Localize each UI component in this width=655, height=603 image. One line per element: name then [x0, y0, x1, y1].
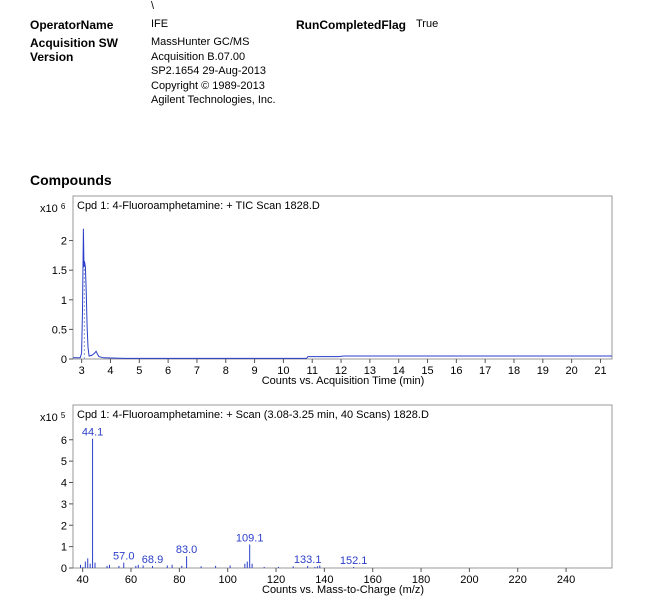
tic-x-tick-label: 14: [392, 365, 405, 377]
acq-info-line: Copyright © 1989-2013: [151, 79, 265, 92]
spectrum-x-tick-label: 220: [508, 574, 527, 586]
spectrum-x-tick-label: 160: [363, 574, 382, 586]
spectrum-peak-label: 57.0: [113, 550, 135, 563]
acquisition-version-label: Version: [30, 50, 74, 64]
acq-info-line: MassHunter GC/MS: [151, 36, 250, 48]
spectrum-y-tick-label: 3: [60, 498, 67, 511]
stray-mark: \: [151, 0, 155, 12]
tic-y-tick-label: 0.5: [51, 324, 67, 337]
spectrum-y-tick-label: 1: [60, 541, 67, 554]
tic-x-tick-label: 20: [565, 365, 578, 377]
spectrum-peak-label: 109.1: [235, 532, 264, 545]
spectrum-peak-label: 83.0: [175, 544, 198, 557]
tic-y-tick-label: 2: [60, 235, 67, 248]
tic-x-tick-label: 19: [536, 365, 549, 377]
compounds-heading: Compounds: [30, 172, 112, 188]
tic-plot-frame: [73, 196, 612, 359]
spectrum-peak-label: 133.1: [293, 553, 322, 566]
tic-exponent-base: x10: [40, 203, 58, 215]
spectrum-chart-title: Cpd 1: 4-Fluoroamphetamine: + Scan (3.08-3.25 min, 40 Scans) 1828.D: [77, 409, 429, 421]
spectrum-y-tick-label: 6: [60, 434, 67, 447]
spectrum-y-axis: [61, 435, 73, 575]
spectrum-peaks-group: [80, 439, 353, 568]
spectrum-peak-label: 152.1: [339, 554, 368, 567]
tic-y-tick-label: 0: [60, 354, 67, 366]
tic-x-tick-label: 21: [594, 365, 607, 377]
spectrum-y-tick-label: 0: [60, 563, 67, 575]
acq-info-line: SP2.1654 29-Aug-2013: [151, 65, 266, 77]
tic-x-tick-label: 5: [136, 365, 143, 377]
spectrum-x-tick-label: 140: [315, 574, 334, 586]
tic-x-tick-label: 8: [222, 365, 229, 377]
operator-name-label: OperatorName: [30, 18, 114, 32]
tic-series-line: [73, 229, 612, 359]
spectrum-x-axis-label: Counts vs. Mass-to-Charge (m/z): [262, 584, 424, 596]
tic-x-tick-label: 17: [479, 365, 492, 377]
tic-x-axis-label: Counts vs. Acquisition Time (min): [261, 375, 425, 387]
spectrum-x-tick-label: 180: [411, 574, 431, 586]
acq-info-line: Acquisition B.07.00: [151, 50, 246, 63]
spectrum-x-tick-label: 80: [173, 574, 186, 586]
tic-x-tick-label: 6: [165, 365, 172, 377]
tic-x-tick-label: 3: [78, 365, 85, 377]
run-completed-flag-value: True: [416, 18, 439, 30]
acquisition-sw-label: Acquisition SW: [30, 36, 118, 50]
spectrum-plot-frame: [73, 405, 612, 568]
tic-y-tick-label: 1.5: [51, 265, 67, 278]
tic-x-tick-label: 4: [107, 365, 114, 377]
tic-x-tick-label: 15: [421, 365, 434, 377]
tic-y-axis: [52, 236, 73, 366]
spectrum-y-tick-label: 4: [60, 477, 67, 490]
spectrum-y-tick-label: 5: [60, 456, 67, 469]
tic-x-tick-label: 10: [277, 365, 290, 377]
spectrum-x-tick-label: 60: [124, 574, 138, 586]
tic-chart: [0, 190, 655, 395]
spectrum-x-tick-label: 40: [76, 574, 89, 586]
spectrum-exponent-power: 5: [60, 411, 66, 420]
run-completed-flag-label: RunCompletedFlag: [296, 18, 406, 32]
spectrum-x-tick-label: 200: [460, 574, 479, 586]
acq-info-line: Agilent Technologies, Inc.: [151, 94, 276, 106]
tic-exponent-power: 6: [60, 202, 66, 211]
spectrum-y-tick-label: 2: [60, 520, 67, 533]
spectrum-exponent-base: x10: [40, 412, 58, 424]
spectrum-x-tick-label: 100: [218, 574, 237, 586]
tic-chart-title: Cpd 1: 4-Fluoroamphetamine: + TIC Scan 1828.D: [77, 200, 320, 212]
tic-x-tick-label: 11: [306, 365, 318, 377]
tic-x-tick-label: 7: [193, 365, 201, 377]
spectrum-peak-labels: [82, 427, 368, 567]
spectrum-x-tick-label: 240: [556, 574, 576, 586]
spectrum-peak-label: 44.1: [81, 426, 104, 439]
mass-spectrum-chart: [0, 398, 655, 603]
tic-x-tick-label: 18: [507, 365, 521, 377]
spectrum-x-tick-label: 120: [266, 574, 286, 586]
tic-x-tick-label: 9: [251, 365, 258, 377]
tic-series-group: [73, 229, 612, 359]
spectrum-peak-label: 68.9: [141, 553, 164, 566]
tic-y-tick-label: 1: [60, 294, 67, 307]
acquisition-sw-info: [151, 35, 276, 108]
tic-x-tick-label: 16: [450, 365, 463, 377]
tic-x-tick-label: 13: [363, 365, 377, 377]
operator-name-value: IFE: [151, 18, 169, 30]
tic-x-tick-label: 12: [334, 365, 348, 377]
